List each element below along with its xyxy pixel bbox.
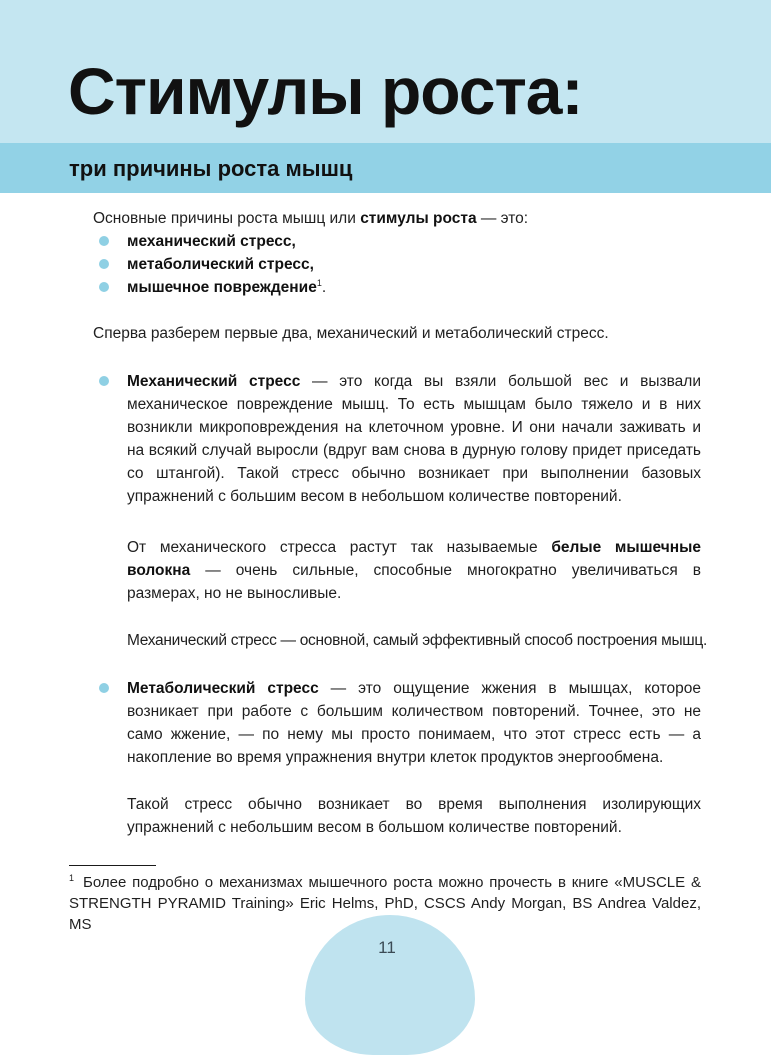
footnote-number: 1: [69, 873, 75, 883]
metabolic-followup: Такой стресс обычно возникает во время выполнения изолирующих упражнений с небольшим весом в большом количестве повторений.: [127, 796, 701, 836]
page-number-blob: [305, 915, 475, 1055]
metabolic-text: — это ощущение жжения в мышцах, которое возникает при работе с большим количеством повторений. Точнее, это не само жжение, — по нему мы просто понимаем, что этот стресс есть — а накопление во время упражнения внутри клеток продуктов энергообмена.: [127, 680, 701, 766]
cause-item: [127, 253, 687, 276]
intro-prefix: Основные причины роста мышц или: [93, 210, 361, 227]
bullet-icon: [99, 282, 109, 292]
cause-label: метаболический стресс,: [127, 256, 314, 273]
cause-tail: .: [321, 279, 327, 296]
footnote-divider: [69, 865, 156, 866]
metabolic-paragraph: [127, 677, 701, 769]
mechanical-paragraph: [127, 370, 701, 508]
footnote-ref: 1: [316, 277, 322, 288]
metabolic-term: Метаболический стресс: [127, 680, 319, 697]
bullet-icon: [99, 683, 109, 693]
mechanical-summary: Механический стресс — основной, самый эффективный способ построения мышц.: [127, 632, 707, 649]
fibers-bold: белые мышечные волокна: [127, 539, 702, 579]
page-subtitle: три причины роста мышц: [69, 156, 353, 181]
mechanical-text: — это когда вы взяли большой вес и вызвали механическое повреждение мышц. То есть мышцам было тяжело и в них возникли микроповреждения на клеточном уровне. И они начали заживать и на всякий случай выросли (вдруг вам снова в дурную голову придет приседать со штангой). Такой стресс обычно возникает при выполнении базовых упражнений с большим весом в небольшом количестве повторений.: [127, 373, 701, 505]
page-number: 11: [378, 938, 396, 957]
bullet-icon: [99, 236, 109, 246]
intro-bold-term: стимулы роста: [360, 210, 477, 227]
bullet-icon: [99, 259, 109, 269]
intro-suffix: — это:: [476, 210, 529, 227]
cause-label: мышечное повреждение: [127, 279, 317, 296]
page-title: Стимулы роста:: [68, 54, 583, 128]
fibers-paragraph: [127, 536, 701, 605]
cause-label: механический стресс,: [127, 233, 296, 250]
footnote-text: Более подробно о механизмах мышечного роста можно прочесть в книге «MUSCLE & STRENGTH PYRAMID Training» Eric Helms, PhD, CSCS Andy Morgan, BS Andrea Valdez, MS: [69, 874, 701, 933]
fibers-prefix: От механического стресса растут так называемые: [127, 539, 552, 556]
cause-item: [127, 276, 687, 299]
transition-paragraph: Сперва разберем первые два, механический и метаболический стресс.: [93, 325, 609, 342]
intro-paragraph: [93, 207, 713, 230]
fibers-suffix: — очень сильные, способные многократно увеличиваться в размерах, но не выносливые.: [127, 562, 701, 602]
bullet-icon: [99, 376, 109, 386]
cause-item: [127, 230, 687, 253]
mechanical-term: Механический стресс: [127, 373, 301, 390]
